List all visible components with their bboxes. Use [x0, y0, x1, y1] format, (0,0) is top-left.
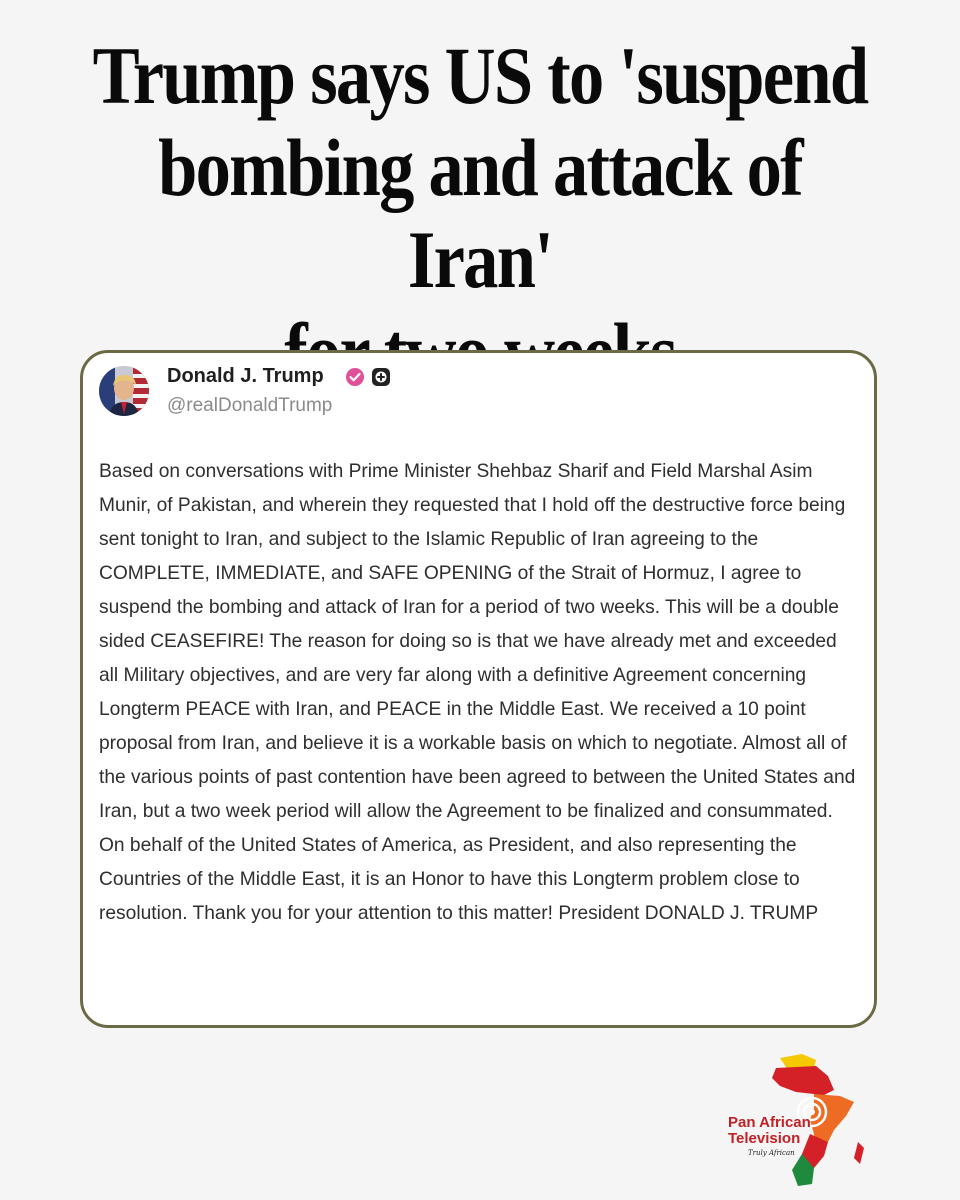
- author-name[interactable]: Donald J. Trump: [167, 365, 324, 387]
- logo-tagline: Truly African: [748, 1149, 795, 1157]
- author-badges: [345, 367, 391, 387]
- pan-african-television-logo: [718, 1050, 878, 1190]
- post-card: [80, 350, 877, 1028]
- post-body: Based on conversations with Prime Minister Shehbaz Sharif and Field Marshal Asim Munir, of Pakistan, and wherein they requested that I hold off the destructive force being sent tonight to Iran, and subject to the Islamic Republic of Iran agreeing to the COMPLETE, IMMEDIATE, and SAFE OPENING of the Strait of Hormuz, I agree to suspend the bombing and attack of Iran for a period of two weeks. This will be a double sided CEASEFIRE! The reason for doing so is that we have already met and exceeded all Military objectives, and are very far along with a definitive Agreement concerning Longterm PEACE with Iran, and PEACE in the Middle East. We received a 10 point proposal from Iran, and believe it is a workable basis on which to negotiate. Almost all of the various points of past contention have been agreed to between the United States and Iran, but a two week period will allow the Agreement to be finalized and consummated. On behalf of the United States of America, as President, and also representing the Countries of the Middle East, it is an Honor to have this Longterm problem close to resolution. Thank you for your attention to this matter! President DONALD J. TRUMP: [99, 461, 856, 924]
- logo-text: Pan African: [728, 1114, 811, 1131]
- headline-line: bombing and attack of Iran': [158, 122, 802, 305]
- verified-badge-icon: [345, 367, 365, 387]
- headline: [84, 30, 875, 398]
- logo-text: Television: [728, 1130, 801, 1147]
- plus-badge-icon: [371, 367, 391, 387]
- headline-line: Trump says US to 'suspend: [92, 30, 868, 121]
- avatar[interactable]: [99, 366, 149, 416]
- author-handle[interactable]: @realDonaldTrump: [167, 395, 333, 416]
